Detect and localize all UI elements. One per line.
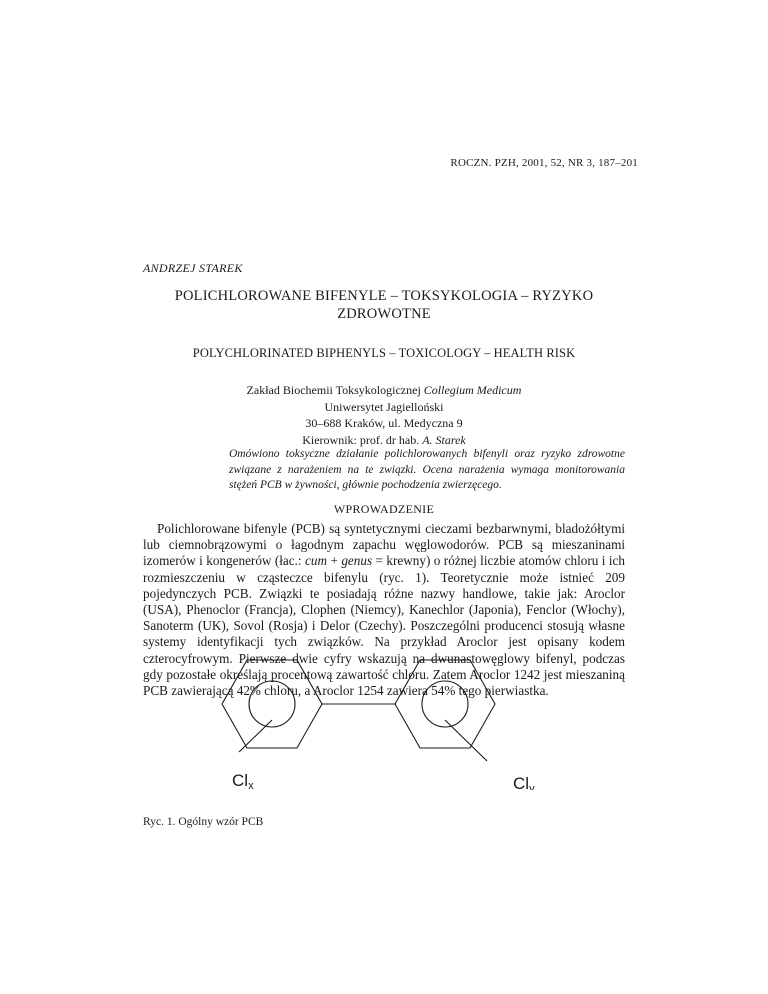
right-chlorine-bond — [445, 720, 487, 761]
chlorine-y-label — [513, 774, 535, 790]
pcb-structure-figure — [143, 640, 625, 790]
section-heading: WPROWADZENIE — [333, 502, 435, 516]
left-chlorine-bond — [239, 720, 272, 752]
latin-cum: cum — [305, 553, 328, 569]
paragraph-1-part-b: = krewny) o różnej liczbie atomów chloru i ich rozmieszczeniu w cząsteczce bifenylu (ryc. 1). Teoretycznie może istnieć 209 pojedynczych PCB. Związki te posiadają różne nazwy handlowe, takie jak: Aroclor (USA), Phenoclor (Francja), Clophen (Niemcy), Kanechlor (Japonia), Fenclor (Włochy), Sanoterm (UK), Sovol (Rosja) i Delor (Czechy). Poszczególni producenci stosują własne systemy identyfikacji tych związków. Na przykład Aroclor jest opisany kodem czterocyfrowym. Pierwsze dwie cyfry wskazują na dwunastowęglowy bifenyl, podczas gdy pozostałe określają procentową zawartość chloru. Zatem Aroclor 1242 jest mieszaniną PCB zawierającą 42% chloru, a Aroclor 1254 zawiera 54% tego pierwiastka. — [143, 553, 625, 699]
journal-reference: ROCZN. PZH, 2001, 52, NR 3, 187–201 — [450, 157, 638, 169]
department-college: Collegium Medicum — [423, 383, 522, 397]
address-line: 30–688 Kraków, ul. Medyczna 9 — [305, 416, 463, 430]
paragraph-1-part-a: Polichlorowane bifenyle (PCB) są syntetycznymi cieczami bezbarwnymi, bladożółtymi lub ciemnobrązowymi o łagodnym zapachu węglowodorów. PCB są mieszaninami izomerów i kongenerów (łac.: — [143, 521, 625, 569]
chlorine-y-subscript: y — [529, 783, 535, 790]
plus-sign: + — [327, 553, 342, 569]
title-line-2: ZDROWOTNE — [337, 306, 431, 322]
title-line-1: POLICHLOROWANE BIFENYLE – TOKSYKOLOGIA – RYZYKO — [174, 288, 594, 304]
head-prefix: Kierownik: prof. dr hab. — [302, 432, 423, 447]
chlorine-y-symbol: Cl — [513, 774, 530, 790]
figure-caption: Ryc. 1. Ogólny wzór PCB — [143, 816, 264, 828]
left-benzene-ring — [222, 660, 322, 748]
author-name: ANDRZEJ STAREK — [143, 261, 243, 275]
article-title-english: POLYCHLORINATED BIPHENYLS – TOXICOLOGY – HEALTH RISK — [192, 346, 576, 360]
head-line — [143, 432, 625, 449]
chlorine-x-label — [232, 771, 254, 790]
affiliation-block — [143, 382, 625, 448]
abstract: Omówiono toksyczne działanie polichlorowanych bifenyli oraz ryzyko zdrowotne związane z narażeniem na te związki. Ocena narażenia wymaga monitorowania stężeń PCB w żywności, głównie pochodzenia zwierzęcego. — [229, 448, 625, 491]
biphenyl-structure-diagram — [143, 640, 625, 790]
chlorine-x-symbol: Cl — [232, 771, 249, 790]
latin-genus: genus — [341, 553, 373, 569]
right-benzene-ring — [395, 660, 495, 748]
article-title-polish — [143, 287, 625, 323]
department-line — [143, 382, 625, 399]
university-line: Uniwersytet Jagielloński — [324, 399, 444, 414]
chlorine-x-subscript: x — [248, 780, 254, 790]
department-name: Zakład Biochemii Toksykologicznej — [246, 383, 424, 397]
head-name: A. Starek — [422, 432, 466, 447]
